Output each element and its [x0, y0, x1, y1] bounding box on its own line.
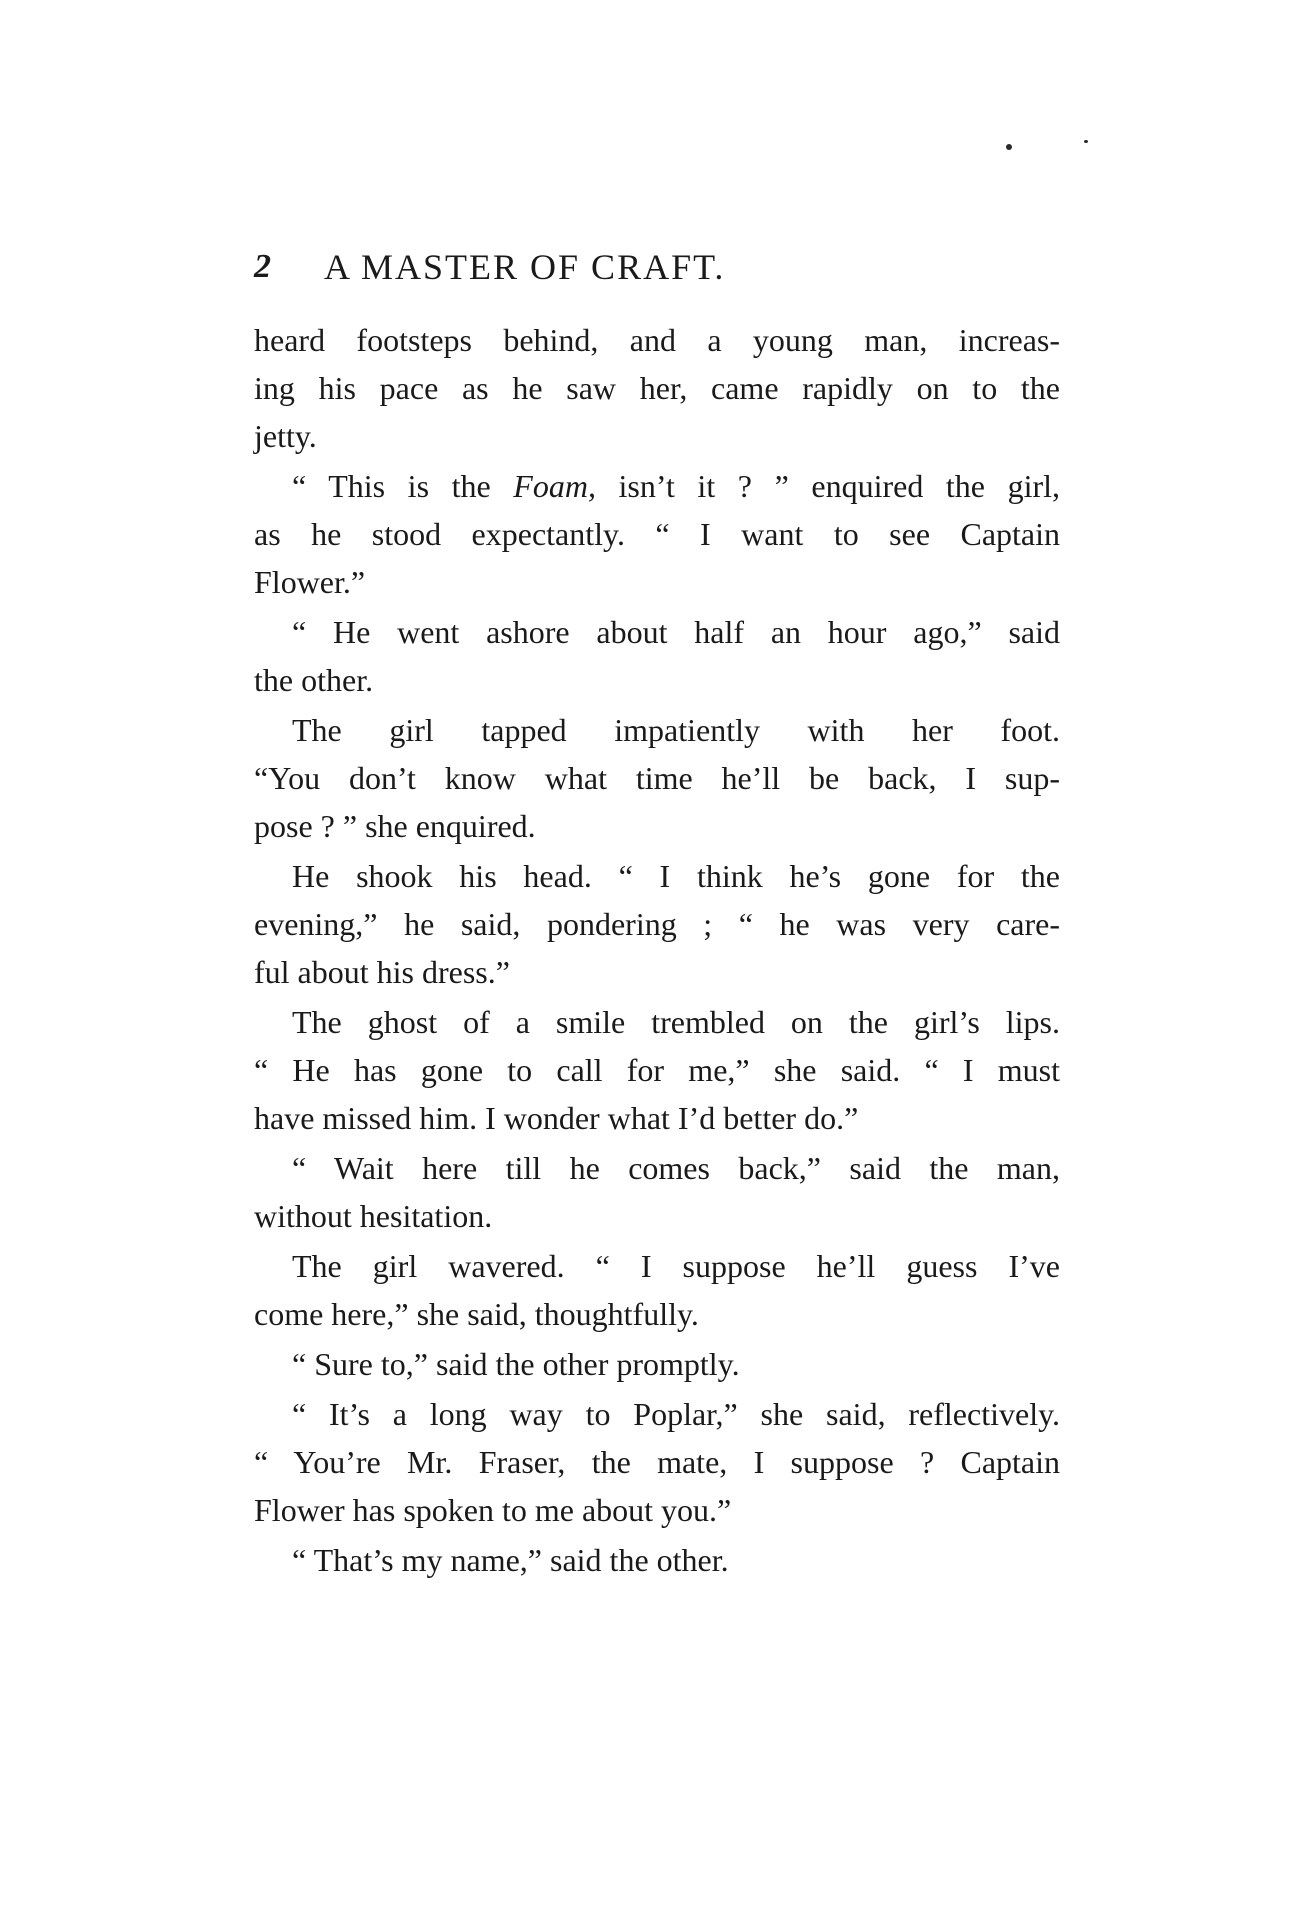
text-line: The ghost of a smile trembled on the girl’s lips. [292, 1004, 1060, 1040]
text-line: as he stood expectantly. “ I want to see Captain [254, 516, 1060, 552]
text-line: The girl tapped impatiently with her foot. [292, 712, 1060, 748]
body-text [254, 316, 1060, 1584]
text-line: heard footsteps behind, and a young man, increas- [254, 322, 1060, 358]
ink-speck [1084, 140, 1088, 143]
text-line: ing his pace as he saw her, came rapidly on to the [254, 370, 1060, 406]
text-line: Flower has spoken to me about you.” [254, 1492, 732, 1528]
text-line: Flower.” [254, 564, 366, 600]
text-line: “You don’t know what time he’ll be back, I sup- [254, 760, 1060, 796]
text-line [254, 462, 1060, 510]
text-line: “ He went ashore about half an hour ago,” said [292, 614, 1060, 650]
page-header [254, 248, 1060, 292]
text-line: “ Sure to,” said the other promptly. [292, 1346, 740, 1382]
text-line: “ Wait here till he comes back,” said the man, [292, 1150, 1060, 1186]
text-line: “ You’re Mr. Fraser, the mate, I suppose ? Captain [254, 1444, 1060, 1480]
text-line: the other. [254, 662, 374, 698]
text-line: “ He has gone to call for me,” she said. “ I must [254, 1052, 1060, 1088]
text-line: “ That’s my name,” said the other. [292, 1542, 729, 1578]
text-fragment: “ This is the [292, 468, 514, 504]
page-number: 2 [254, 248, 271, 285]
text-line: pose ? ” she enquired. [254, 808, 536, 844]
text-line: have missed him. I wonder what I’d better do.” [254, 1100, 859, 1136]
ink-speck [1006, 144, 1012, 150]
text-line: “ It’s a long way to Poplar,” she said, reflectively. [292, 1396, 1060, 1432]
text-line: evening,” he said, pondering ; “ he was very care- [254, 906, 1060, 942]
ship-name: Foam, [513, 468, 596, 504]
running-title: A MASTER OF CRAFT. [324, 247, 726, 287]
text-line: ful about his dress.” [254, 954, 510, 990]
text-line: without hesitation. [254, 1198, 493, 1234]
text-line: The girl wavered. “ I suppose he’ll guess I’ve [292, 1248, 1060, 1284]
text-line: jetty. [254, 418, 317, 454]
text-fragment: isn’t it ? ” enquired the girl, [595, 468, 1061, 504]
text-line: come here,” she said, thoughtfully. [254, 1296, 699, 1332]
text-line: He shook his head. “ I think he’s gone for the [292, 858, 1060, 894]
